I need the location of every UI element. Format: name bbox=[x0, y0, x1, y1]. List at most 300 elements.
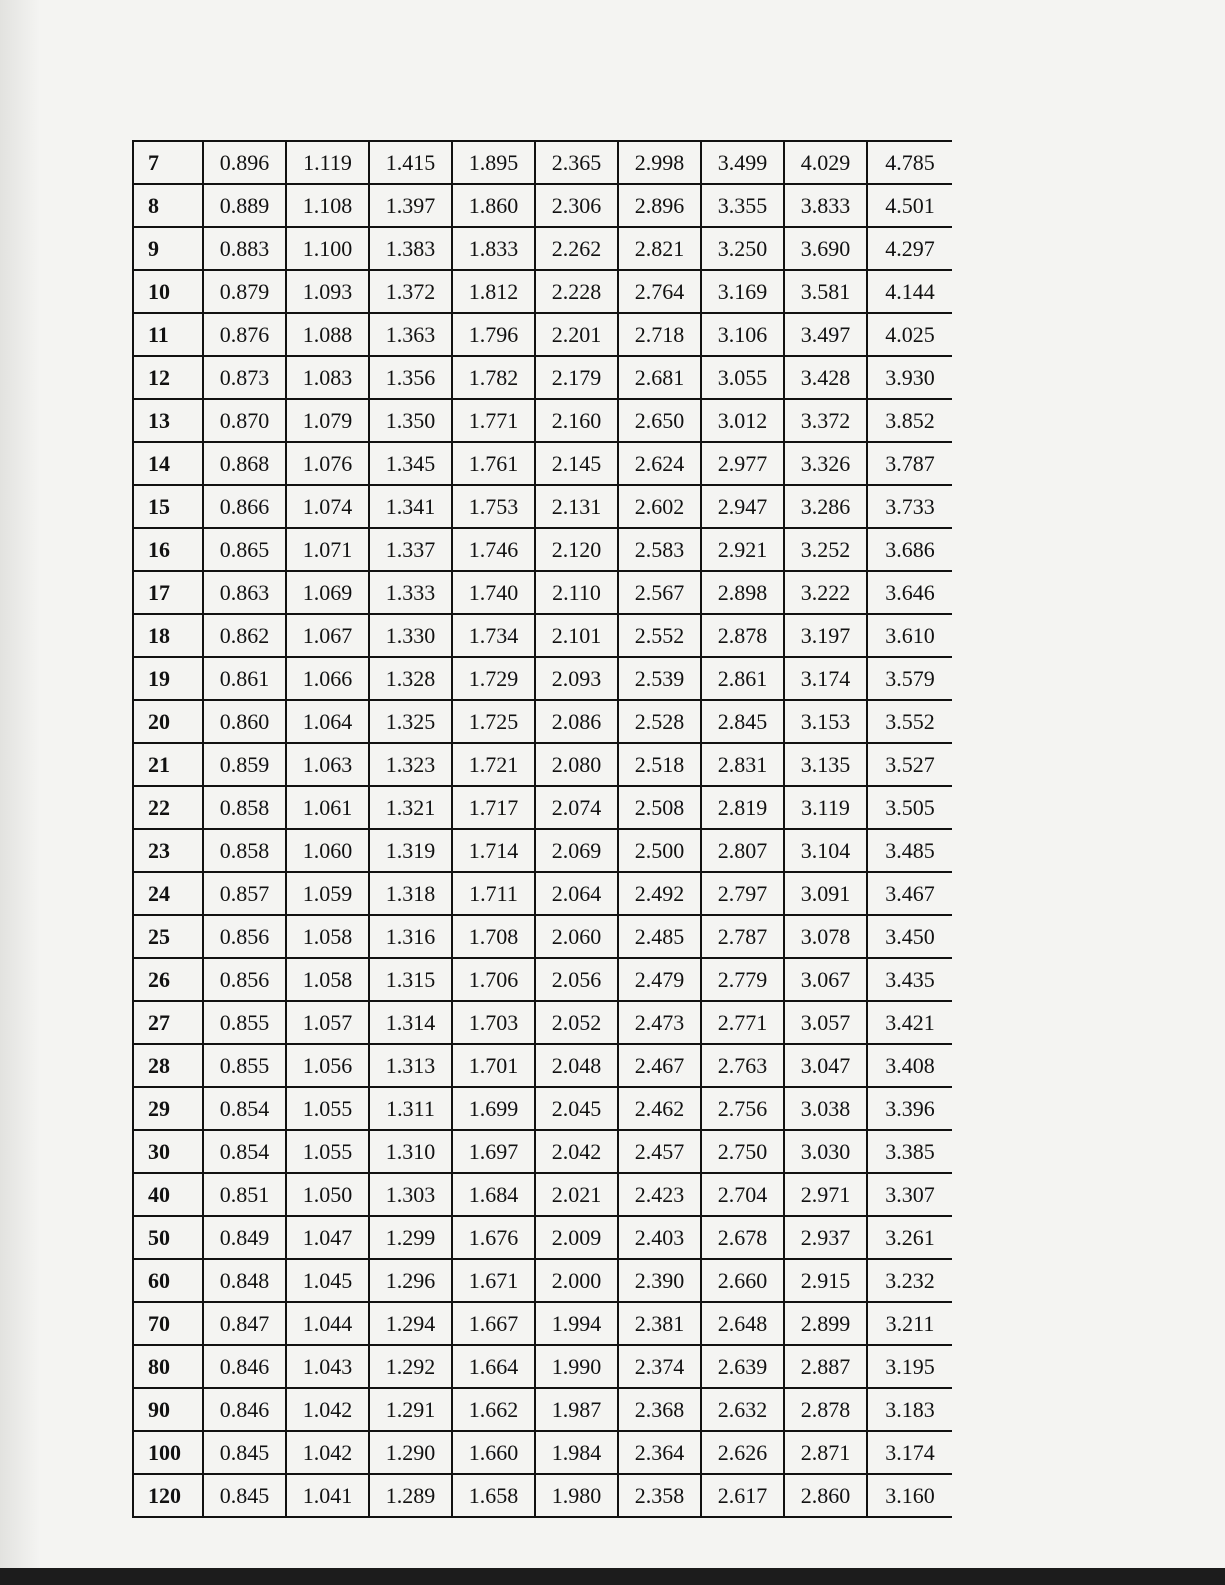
critical-value-cell: 1.060 bbox=[286, 829, 369, 872]
critical-value-cell: 1.066 bbox=[286, 657, 369, 700]
critical-value-cell: 1.079 bbox=[286, 399, 369, 442]
critical-value-cell: 1.740 bbox=[452, 571, 535, 614]
critical-value-cell: 1.291 bbox=[369, 1388, 452, 1431]
critical-value-cell: 0.873 bbox=[203, 356, 286, 399]
critical-value-cell: 2.374 bbox=[618, 1345, 701, 1388]
critical-value-cell: 1.397 bbox=[369, 184, 452, 227]
critical-value-cell: 0.870 bbox=[203, 399, 286, 442]
critical-value-cell: 3.552 bbox=[867, 700, 952, 743]
critical-value-cell: 0.879 bbox=[203, 270, 286, 313]
critical-value-cell: 2.485 bbox=[618, 915, 701, 958]
critical-value-cell: 1.895 bbox=[452, 141, 535, 184]
critical-value-cell: 2.718 bbox=[618, 313, 701, 356]
critical-value-cell: 1.042 bbox=[286, 1388, 369, 1431]
critical-value-cell: 2.064 bbox=[535, 872, 618, 915]
degrees-of-freedom-cell: 70 bbox=[133, 1302, 203, 1345]
critical-value-cell: 1.660 bbox=[452, 1431, 535, 1474]
critical-value-cell: 3.527 bbox=[867, 743, 952, 786]
critical-value-cell: 3.057 bbox=[784, 1001, 867, 1044]
critical-value-cell: 2.821 bbox=[618, 227, 701, 270]
table-row bbox=[133, 184, 952, 227]
degrees-of-freedom-cell: 26 bbox=[133, 958, 203, 1001]
table-row bbox=[133, 872, 952, 915]
critical-value-cell: 2.648 bbox=[701, 1302, 784, 1345]
statistics-table-container bbox=[132, 140, 952, 1585]
critical-value-cell: 2.021 bbox=[535, 1173, 618, 1216]
critical-value-cell: 1.108 bbox=[286, 184, 369, 227]
critical-value-cell: 2.937 bbox=[784, 1216, 867, 1259]
critical-value-cell: 2.971 bbox=[784, 1173, 867, 1216]
critical-value-cell: 1.729 bbox=[452, 657, 535, 700]
critical-value-cell: 2.660 bbox=[701, 1259, 784, 1302]
critical-value-cell: 1.980 bbox=[535, 1474, 618, 1517]
critical-value-cell: 2.763 bbox=[701, 1044, 784, 1087]
table-row bbox=[133, 1130, 952, 1173]
critical-value-cell: 2.201 bbox=[535, 313, 618, 356]
table-row bbox=[133, 915, 952, 958]
critical-value-cell: 2.228 bbox=[535, 270, 618, 313]
critical-value-cell: 0.883 bbox=[203, 227, 286, 270]
critical-value-cell: 3.326 bbox=[784, 442, 867, 485]
table-row bbox=[133, 141, 952, 184]
table-row bbox=[133, 614, 952, 657]
degrees-of-freedom-cell: 8 bbox=[133, 184, 203, 227]
table-row bbox=[133, 1431, 952, 1474]
critical-value-cell: 1.074 bbox=[286, 485, 369, 528]
critical-value-cell: 1.984 bbox=[535, 1431, 618, 1474]
critical-value-cell: 0.847 bbox=[203, 1302, 286, 1345]
degrees-of-freedom-cell: 40 bbox=[133, 1173, 203, 1216]
critical-value-cell: 1.064 bbox=[286, 700, 369, 743]
critical-value-cell: 2.878 bbox=[701, 614, 784, 657]
critical-value-cell: 1.071 bbox=[286, 528, 369, 571]
critical-value-cell: 1.697 bbox=[452, 1130, 535, 1173]
critical-value-cell: 2.947 bbox=[701, 485, 784, 528]
critical-value-cell: 1.076 bbox=[286, 442, 369, 485]
critical-value-cell: 1.703 bbox=[452, 1001, 535, 1044]
degrees-of-freedom-cell: 80 bbox=[133, 1345, 203, 1388]
critical-value-cell: 3.852 bbox=[867, 399, 952, 442]
critical-value-cell: 2.060 bbox=[535, 915, 618, 958]
critical-value-cell: 2.473 bbox=[618, 1001, 701, 1044]
table-row bbox=[133, 1001, 952, 1044]
critical-value-cell: 2.009 bbox=[535, 1216, 618, 1259]
degrees-of-freedom-cell: 24 bbox=[133, 872, 203, 915]
critical-value-cell: 2.678 bbox=[701, 1216, 784, 1259]
critical-value-cell: 3.183 bbox=[867, 1388, 952, 1431]
degrees-of-freedom-cell: 9 bbox=[133, 227, 203, 270]
critical-value-cell: 1.047 bbox=[286, 1216, 369, 1259]
critical-value-cell: 2.000 bbox=[535, 1259, 618, 1302]
critical-value-cell: 0.857 bbox=[203, 872, 286, 915]
critical-value-cell: 1.701 bbox=[452, 1044, 535, 1087]
table-row bbox=[133, 700, 952, 743]
critical-value-cell: 2.528 bbox=[618, 700, 701, 743]
degrees-of-freedom-cell: 16 bbox=[133, 528, 203, 571]
critical-value-cell: 2.500 bbox=[618, 829, 701, 872]
critical-value-cell: 1.990 bbox=[535, 1345, 618, 1388]
critical-value-cell: 2.074 bbox=[535, 786, 618, 829]
critical-value-cell: 1.734 bbox=[452, 614, 535, 657]
critical-value-cell: 2.508 bbox=[618, 786, 701, 829]
critical-value-cell: 2.650 bbox=[618, 399, 701, 442]
critical-value-cell: 2.639 bbox=[701, 1345, 784, 1388]
critical-value-cell: 2.518 bbox=[618, 743, 701, 786]
critical-value-cell: 3.067 bbox=[784, 958, 867, 1001]
critical-value-cell: 1.055 bbox=[286, 1130, 369, 1173]
critical-value-cell: 3.307 bbox=[867, 1173, 952, 1216]
critical-value-cell: 2.921 bbox=[701, 528, 784, 571]
critical-value-cell: 2.120 bbox=[535, 528, 618, 571]
critical-value-cell: 1.706 bbox=[452, 958, 535, 1001]
degrees-of-freedom-cell: 18 bbox=[133, 614, 203, 657]
critical-value-cell: 3.104 bbox=[784, 829, 867, 872]
critical-value-cell: 0.856 bbox=[203, 915, 286, 958]
critical-value-cell: 1.345 bbox=[369, 442, 452, 485]
critical-value-cell: 1.088 bbox=[286, 313, 369, 356]
critical-value-cell: 2.457 bbox=[618, 1130, 701, 1173]
critical-value-cell: 3.222 bbox=[784, 571, 867, 614]
critical-value-cell: 0.846 bbox=[203, 1345, 286, 1388]
critical-value-cell: 1.994 bbox=[535, 1302, 618, 1345]
table-row bbox=[133, 1474, 952, 1517]
degrees-of-freedom-cell: 120 bbox=[133, 1474, 203, 1517]
critical-value-cell: 2.626 bbox=[701, 1431, 784, 1474]
critical-value-cell: 3.450 bbox=[867, 915, 952, 958]
table-row bbox=[133, 743, 952, 786]
critical-value-cell: 3.355 bbox=[701, 184, 784, 227]
degrees-of-freedom-cell: 21 bbox=[133, 743, 203, 786]
critical-value-cell: 3.690 bbox=[784, 227, 867, 270]
critical-value-cell: 1.753 bbox=[452, 485, 535, 528]
table-row bbox=[133, 1259, 952, 1302]
critical-value-cell: 2.977 bbox=[701, 442, 784, 485]
critical-value-cell: 0.854 bbox=[203, 1130, 286, 1173]
critical-value-cell: 1.987 bbox=[535, 1388, 618, 1431]
critical-value-cell: 2.617 bbox=[701, 1474, 784, 1517]
critical-value-cell: 1.303 bbox=[369, 1173, 452, 1216]
critical-value-cell: 2.915 bbox=[784, 1259, 867, 1302]
critical-value-cell: 0.845 bbox=[203, 1431, 286, 1474]
degrees-of-freedom-cell: 15 bbox=[133, 485, 203, 528]
critical-value-cell: 1.721 bbox=[452, 743, 535, 786]
critical-value-cell: 2.042 bbox=[535, 1130, 618, 1173]
critical-value-cell: 3.197 bbox=[784, 614, 867, 657]
critical-value-cell: 3.733 bbox=[867, 485, 952, 528]
critical-value-cell: 1.045 bbox=[286, 1259, 369, 1302]
critical-value-cell: 2.403 bbox=[618, 1216, 701, 1259]
critical-value-cell: 0.862 bbox=[203, 614, 286, 657]
table-row bbox=[133, 1087, 952, 1130]
critical-value-cell: 2.819 bbox=[701, 786, 784, 829]
critical-value-cell: 0.876 bbox=[203, 313, 286, 356]
critical-value-cell: 3.421 bbox=[867, 1001, 952, 1044]
critical-value-cell: 3.160 bbox=[867, 1474, 952, 1517]
critical-value-cell: 1.083 bbox=[286, 356, 369, 399]
critical-value-cell: 1.330 bbox=[369, 614, 452, 657]
critical-value-cell: 1.318 bbox=[369, 872, 452, 915]
critical-value-cell: 1.725 bbox=[452, 700, 535, 743]
critical-value-cell: 3.833 bbox=[784, 184, 867, 227]
critical-value-cell: 2.160 bbox=[535, 399, 618, 442]
critical-value-cell: 0.865 bbox=[203, 528, 286, 571]
critical-value-cell: 0.856 bbox=[203, 958, 286, 1001]
critical-value-cell: 3.169 bbox=[701, 270, 784, 313]
critical-value-cell: 2.871 bbox=[784, 1431, 867, 1474]
critical-value-cell: 1.055 bbox=[286, 1087, 369, 1130]
critical-value-cell: 3.485 bbox=[867, 829, 952, 872]
critical-value-cell: 3.581 bbox=[784, 270, 867, 313]
critical-value-cell: 3.091 bbox=[784, 872, 867, 915]
critical-value-cell: 3.211 bbox=[867, 1302, 952, 1345]
critical-value-cell: 3.153 bbox=[784, 700, 867, 743]
critical-value-cell: 2.080 bbox=[535, 743, 618, 786]
critical-value-cell: 2.898 bbox=[701, 571, 784, 614]
critical-value-cell: 1.328 bbox=[369, 657, 452, 700]
critical-value-cell: 1.372 bbox=[369, 270, 452, 313]
critical-value-cell: 3.787 bbox=[867, 442, 952, 485]
critical-value-cell: 4.144 bbox=[867, 270, 952, 313]
critical-value-cell: 2.764 bbox=[618, 270, 701, 313]
critical-value-cell: 1.058 bbox=[286, 915, 369, 958]
critical-value-cell: 3.261 bbox=[867, 1216, 952, 1259]
table-row bbox=[133, 1345, 952, 1388]
critical-value-cell: 1.363 bbox=[369, 313, 452, 356]
critical-value-cell: 2.899 bbox=[784, 1302, 867, 1345]
critical-value-cell: 1.717 bbox=[452, 786, 535, 829]
critical-value-cell: 1.319 bbox=[369, 829, 452, 872]
critical-value-cell: 3.174 bbox=[867, 1431, 952, 1474]
critical-value-cell: 2.131 bbox=[535, 485, 618, 528]
table-row bbox=[133, 657, 952, 700]
degrees-of-freedom-cell: 60 bbox=[133, 1259, 203, 1302]
degrees-of-freedom-cell: 23 bbox=[133, 829, 203, 872]
critical-value-cell: 3.435 bbox=[867, 958, 952, 1001]
critical-value-cell: 1.289 bbox=[369, 1474, 452, 1517]
critical-value-cell: 3.106 bbox=[701, 313, 784, 356]
critical-value-cell: 1.383 bbox=[369, 227, 452, 270]
critical-value-cell: 4.025 bbox=[867, 313, 952, 356]
critical-value-cell: 3.930 bbox=[867, 356, 952, 399]
critical-value-cell: 0.859 bbox=[203, 743, 286, 786]
degrees-of-freedom-cell: 27 bbox=[133, 1001, 203, 1044]
critical-value-cell: 3.232 bbox=[867, 1259, 952, 1302]
critical-value-cell: 1.860 bbox=[452, 184, 535, 227]
critical-value-cell: 1.299 bbox=[369, 1216, 452, 1259]
critical-value-cell: 2.056 bbox=[535, 958, 618, 1001]
critical-value-cell: 1.664 bbox=[452, 1345, 535, 1388]
table-row bbox=[133, 356, 952, 399]
critical-value-cell: 0.868 bbox=[203, 442, 286, 485]
critical-value-cell: 1.415 bbox=[369, 141, 452, 184]
table-row bbox=[133, 958, 952, 1001]
table-row bbox=[133, 442, 952, 485]
critical-value-cell: 2.306 bbox=[535, 184, 618, 227]
critical-value-cell: 3.646 bbox=[867, 571, 952, 614]
critical-value-cell: 1.061 bbox=[286, 786, 369, 829]
critical-value-cell: 2.998 bbox=[618, 141, 701, 184]
critical-value-cell: 2.179 bbox=[535, 356, 618, 399]
critical-value-cell: 3.499 bbox=[701, 141, 784, 184]
table-row bbox=[133, 571, 952, 614]
critical-value-cell: 1.341 bbox=[369, 485, 452, 528]
critical-value-cell: 0.858 bbox=[203, 829, 286, 872]
critical-value-cell: 1.063 bbox=[286, 743, 369, 786]
critical-value-cell: 2.093 bbox=[535, 657, 618, 700]
critical-value-cell: 0.861 bbox=[203, 657, 286, 700]
critical-value-cell: 1.313 bbox=[369, 1044, 452, 1087]
critical-value-cell: 3.579 bbox=[867, 657, 952, 700]
critical-value-cell: 1.833 bbox=[452, 227, 535, 270]
critical-value-cell: 2.390 bbox=[618, 1259, 701, 1302]
critical-value-cell: 1.290 bbox=[369, 1431, 452, 1474]
critical-value-cell: 3.385 bbox=[867, 1130, 952, 1173]
critical-value-cell: 3.467 bbox=[867, 872, 952, 915]
critical-value-cell: 2.750 bbox=[701, 1130, 784, 1173]
table-row bbox=[133, 227, 952, 270]
critical-value-cell: 1.746 bbox=[452, 528, 535, 571]
critical-value-cell: 4.501 bbox=[867, 184, 952, 227]
critical-value-cell: 3.135 bbox=[784, 743, 867, 786]
table-row bbox=[133, 485, 952, 528]
critical-value-cell: 2.896 bbox=[618, 184, 701, 227]
critical-value-cell: 1.321 bbox=[369, 786, 452, 829]
table-row bbox=[133, 1044, 952, 1087]
critical-value-cell: 2.681 bbox=[618, 356, 701, 399]
critical-value-cell: 1.100 bbox=[286, 227, 369, 270]
critical-value-cell: 0.863 bbox=[203, 571, 286, 614]
critical-value-cell: 2.567 bbox=[618, 571, 701, 614]
degrees-of-freedom-cell: 14 bbox=[133, 442, 203, 485]
table-row bbox=[133, 399, 952, 442]
critical-value-cell: 3.428 bbox=[784, 356, 867, 399]
critical-value-cell: 3.012 bbox=[701, 399, 784, 442]
critical-value-cell: 2.704 bbox=[701, 1173, 784, 1216]
critical-value-cell: 1.067 bbox=[286, 614, 369, 657]
critical-value-cell: 2.787 bbox=[701, 915, 784, 958]
critical-value-cell: 1.044 bbox=[286, 1302, 369, 1345]
critical-value-cell: 2.048 bbox=[535, 1044, 618, 1087]
critical-value-cell: 3.119 bbox=[784, 786, 867, 829]
critical-value-cell: 3.055 bbox=[701, 356, 784, 399]
critical-value-cell: 2.262 bbox=[535, 227, 618, 270]
critical-value-cell: 2.887 bbox=[784, 1345, 867, 1388]
degrees-of-freedom-cell: 22 bbox=[133, 786, 203, 829]
critical-value-cell: 2.878 bbox=[784, 1388, 867, 1431]
critical-value-cell: 2.045 bbox=[535, 1087, 618, 1130]
critical-value-cell: 1.315 bbox=[369, 958, 452, 1001]
critical-value-cell: 4.297 bbox=[867, 227, 952, 270]
degrees-of-freedom-cell: 30 bbox=[133, 1130, 203, 1173]
degrees-of-freedom-cell: 11 bbox=[133, 313, 203, 356]
critical-value-cell: 1.041 bbox=[286, 1474, 369, 1517]
critical-value-cell: 0.860 bbox=[203, 700, 286, 743]
degrees-of-freedom-cell: 90 bbox=[133, 1388, 203, 1431]
critical-value-cell: 3.686 bbox=[867, 528, 952, 571]
critical-value-cell: 3.286 bbox=[784, 485, 867, 528]
critical-value-cell: 3.408 bbox=[867, 1044, 952, 1087]
critical-value-cell: 1.093 bbox=[286, 270, 369, 313]
critical-value-cell: 1.782 bbox=[452, 356, 535, 399]
critical-value-cell: 3.396 bbox=[867, 1087, 952, 1130]
table-row bbox=[133, 313, 952, 356]
critical-value-cell: 0.889 bbox=[203, 184, 286, 227]
critical-value-cell: 1.056 bbox=[286, 1044, 369, 1087]
critical-value-cell: 1.058 bbox=[286, 958, 369, 1001]
critical-value-cell: 3.505 bbox=[867, 786, 952, 829]
critical-value-cell: 1.042 bbox=[286, 1431, 369, 1474]
critical-value-cell: 2.365 bbox=[535, 141, 618, 184]
critical-value-cell: 1.356 bbox=[369, 356, 452, 399]
degrees-of-freedom-cell: 29 bbox=[133, 1087, 203, 1130]
critical-value-cell: 1.714 bbox=[452, 829, 535, 872]
critical-value-cell: 1.314 bbox=[369, 1001, 452, 1044]
critical-value-cell: 2.069 bbox=[535, 829, 618, 872]
table-row bbox=[133, 1302, 952, 1345]
table-row bbox=[133, 829, 952, 872]
critical-value-cell: 1.069 bbox=[286, 571, 369, 614]
degrees-of-freedom-cell: 20 bbox=[133, 700, 203, 743]
critical-value-cell: 2.861 bbox=[701, 657, 784, 700]
critical-value-cell: 2.602 bbox=[618, 485, 701, 528]
critical-value-cell: 0.858 bbox=[203, 786, 286, 829]
degrees-of-freedom-cell: 17 bbox=[133, 571, 203, 614]
critical-value-cell: 3.372 bbox=[784, 399, 867, 442]
critical-value-cell: 1.316 bbox=[369, 915, 452, 958]
critical-value-cell: 0.854 bbox=[203, 1087, 286, 1130]
critical-value-cell: 1.292 bbox=[369, 1345, 452, 1388]
critical-value-cell: 1.119 bbox=[286, 141, 369, 184]
critical-value-cell: 3.030 bbox=[784, 1130, 867, 1173]
degrees-of-freedom-cell: 10 bbox=[133, 270, 203, 313]
critical-value-cell: 3.610 bbox=[867, 614, 952, 657]
table-body bbox=[133, 141, 952, 1517]
critical-value-cell: 2.467 bbox=[618, 1044, 701, 1087]
critical-value-cell: 0.845 bbox=[203, 1474, 286, 1517]
critical-value-cell: 1.350 bbox=[369, 399, 452, 442]
critical-value-cell: 2.779 bbox=[701, 958, 784, 1001]
table-row bbox=[133, 270, 952, 313]
critical-value-cell: 1.658 bbox=[452, 1474, 535, 1517]
critical-value-cell: 1.311 bbox=[369, 1087, 452, 1130]
critical-value-cell: 2.807 bbox=[701, 829, 784, 872]
scan-bottom-edge bbox=[0, 1568, 1225, 1585]
table-row bbox=[133, 528, 952, 571]
critical-value-cell: 4.029 bbox=[784, 141, 867, 184]
critical-value-cell: 2.462 bbox=[618, 1087, 701, 1130]
critical-value-cell: 0.849 bbox=[203, 1216, 286, 1259]
critical-value-cell: 1.050 bbox=[286, 1173, 369, 1216]
table-row bbox=[133, 1173, 952, 1216]
critical-value-cell: 0.866 bbox=[203, 485, 286, 528]
critical-value-cell: 1.043 bbox=[286, 1345, 369, 1388]
critical-value-cell: 1.771 bbox=[452, 399, 535, 442]
critical-value-cell: 1.059 bbox=[286, 872, 369, 915]
critical-value-cell: 2.368 bbox=[618, 1388, 701, 1431]
critical-value-cell: 2.381 bbox=[618, 1302, 701, 1345]
degrees-of-freedom-cell: 12 bbox=[133, 356, 203, 399]
critical-value-cell: 2.797 bbox=[701, 872, 784, 915]
critical-value-cell: 1.057 bbox=[286, 1001, 369, 1044]
critical-value-cell: 2.552 bbox=[618, 614, 701, 657]
critical-value-cell: 1.761 bbox=[452, 442, 535, 485]
critical-value-cell: 2.756 bbox=[701, 1087, 784, 1130]
critical-value-cell: 1.812 bbox=[452, 270, 535, 313]
degrees-of-freedom-cell: 50 bbox=[133, 1216, 203, 1259]
critical-value-cell: 3.047 bbox=[784, 1044, 867, 1087]
critical-value-cell: 2.358 bbox=[618, 1474, 701, 1517]
page-edge-shadow bbox=[0, 0, 40, 1585]
